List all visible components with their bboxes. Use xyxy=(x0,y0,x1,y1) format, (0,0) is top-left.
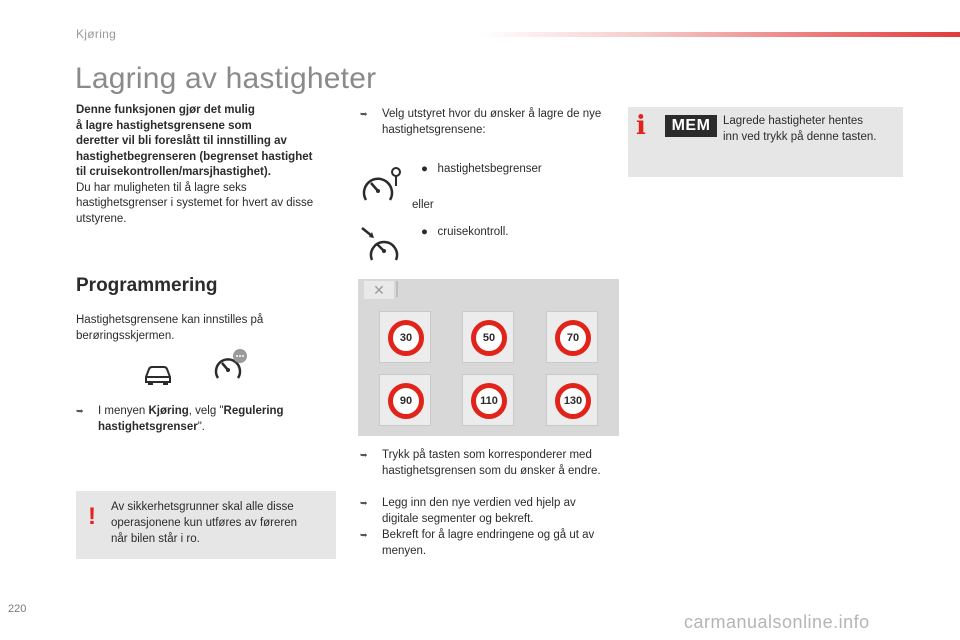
speed-preset-130[interactable] xyxy=(546,374,598,426)
step-line: Bekreft for å lagre endringene og gå ut av xyxy=(382,529,595,541)
step-enter-value xyxy=(360,496,630,527)
intro-bold-line: Denne funksjonen gjør det mulig xyxy=(76,104,255,116)
intro-line: Du har muligheten til å lagre seks xyxy=(76,181,247,194)
step-line: hastighetsgrensene: xyxy=(382,123,486,136)
step-bold-option: Regulering xyxy=(223,405,284,417)
arrow-bullet-icon: ➥ xyxy=(360,450,368,460)
step-line: menyen. xyxy=(382,544,427,557)
step-select-equipment xyxy=(360,107,620,138)
bullet-dot: ● xyxy=(421,163,428,175)
speed-limiter-icon xyxy=(360,164,406,204)
step-line: hastighetsgrensen som du ønsker å endre. xyxy=(382,464,601,477)
speed-sign-icon: 90 xyxy=(388,383,424,419)
programming-line: berøringsskjermen. xyxy=(76,329,175,342)
speedometer-menu-icon xyxy=(212,348,248,384)
programming-heading: Programmering xyxy=(76,275,218,296)
option-speed-limiter xyxy=(421,163,542,175)
speed-preset-90[interactable] xyxy=(379,374,431,426)
speed-preset-70[interactable] xyxy=(546,311,598,363)
speed-sign-icon: 50 xyxy=(471,320,507,356)
step-line: Legg inn den nye verdien ved hjelp av xyxy=(382,497,576,509)
speed-preset-30[interactable] xyxy=(379,311,431,363)
or-text: eller xyxy=(412,199,434,211)
step-line: Velg utstyret hvor du ønsker å lagre de nye xyxy=(382,108,602,120)
bullet-dot: ● xyxy=(421,226,428,238)
warning-line: når bilen står i ro. xyxy=(111,533,200,545)
speed-memory-screen xyxy=(358,279,619,436)
intro-bold-line: å lagre hastighetsgrensene som xyxy=(76,119,252,132)
cruise-control-icon xyxy=(360,226,406,264)
option-label: hastighetsbegrenser xyxy=(437,163,542,175)
car-icon xyxy=(142,364,174,386)
step-text: I menyen xyxy=(98,405,149,417)
warning-line: Av sikkerhetsgrunner skal alle disse xyxy=(111,501,294,513)
mem-button-icon: MEM xyxy=(665,115,717,137)
step-confirm xyxy=(360,528,630,559)
speed-sign-icon: 70 xyxy=(555,320,591,356)
arrow-bullet-icon: ➥ xyxy=(360,498,368,508)
close-icon[interactable]: ✕ xyxy=(364,281,394,299)
intro-bold-line: deretter vil bli foreslått til innstilling av xyxy=(76,135,287,147)
step-menu-instruction xyxy=(76,404,336,435)
intro-bold-line: til cruisekontrollen/marsjhastighet). xyxy=(76,166,271,178)
programming-paragraph xyxy=(76,313,336,344)
page-number: 220 xyxy=(8,603,27,615)
warning-text xyxy=(111,499,326,547)
speed-sign-icon: 110 xyxy=(471,383,507,419)
intro-text xyxy=(76,103,346,227)
intro-line: utstyrene. xyxy=(76,212,127,225)
section-label: Kjøring xyxy=(76,27,117,41)
info-box xyxy=(628,107,903,177)
warning-icon: ! xyxy=(88,503,96,530)
arrow-bullet-icon: ➥ xyxy=(76,406,84,416)
arrow-bullet-icon: ➥ xyxy=(360,109,368,119)
step-line: Trykk på tasten som korresponderer med xyxy=(382,449,592,461)
info-line: Lagrede hastigheter hentes xyxy=(723,115,864,127)
intro-bold-line: hastighetbegrenseren (begrenset hastighet xyxy=(76,150,313,163)
speed-preset-110[interactable] xyxy=(462,374,514,426)
step-bold-option: hastighetsgrenser xyxy=(98,420,198,433)
info-icon: i xyxy=(636,111,646,141)
step-bold-menu: Kjøring xyxy=(148,405,189,417)
speed-preset-50[interactable] xyxy=(462,311,514,363)
speed-sign-icon: 30 xyxy=(388,320,424,356)
warning-box xyxy=(76,491,336,559)
warning-line: operasjonene kun utføres av føreren xyxy=(111,517,298,529)
info-line: inn ved trykk på denne tasten. xyxy=(723,130,877,143)
option-label: cruisekontroll. xyxy=(437,226,509,238)
option-cruise-control xyxy=(421,226,509,238)
programming-line: Hastighetsgrensene kan innstilles på xyxy=(76,314,264,326)
intro-line: hastighetsgrenser i systemet for hvert av disse xyxy=(76,197,314,209)
info-text xyxy=(723,114,898,145)
step-text: , velg " xyxy=(188,405,224,417)
step-line: digitale segmenter og bekreft. xyxy=(382,512,534,525)
step-press-key xyxy=(360,448,630,479)
header-accent-bar xyxy=(480,32,960,37)
speed-sign-icon: 130 xyxy=(555,383,591,419)
watermark: carmanualsonline.info xyxy=(684,612,870,632)
panel-divider xyxy=(396,281,398,297)
page-title: Lagring av hastigheter xyxy=(75,62,377,95)
arrow-bullet-icon: ➥ xyxy=(360,530,368,540)
step-text: ". xyxy=(197,420,205,433)
